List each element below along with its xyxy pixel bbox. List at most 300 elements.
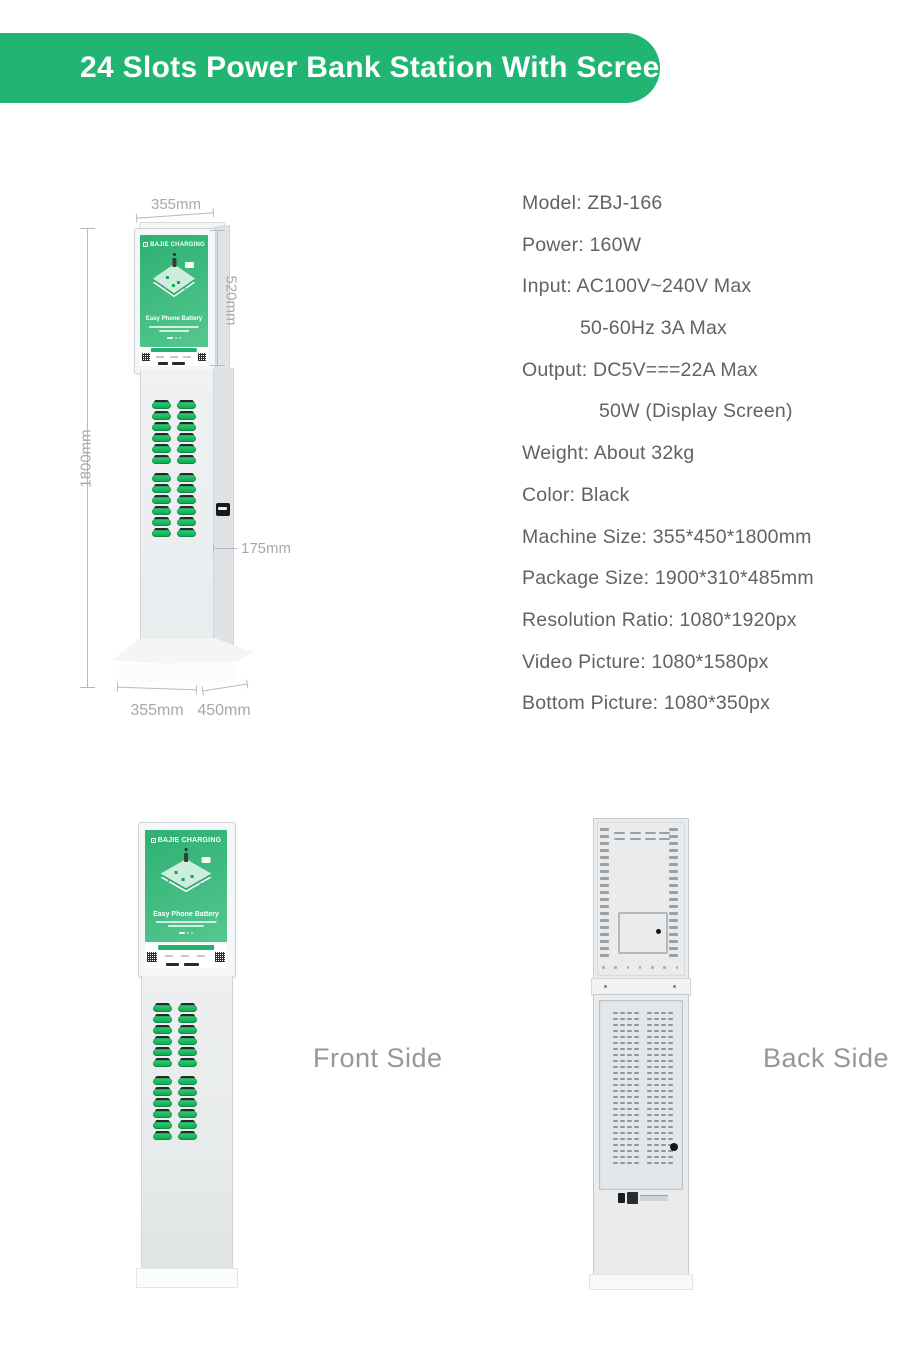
vent-slot	[627, 1018, 632, 1020]
vent-slot	[647, 1042, 652, 1044]
vent-slot	[654, 1024, 659, 1026]
vent-slot	[668, 1066, 673, 1068]
vent-slot	[654, 1060, 659, 1062]
vent-slot	[620, 1078, 625, 1080]
vent-slot	[661, 1024, 666, 1026]
vent-slot	[634, 1054, 639, 1056]
vent-slot	[620, 1144, 625, 1146]
spark-dot	[184, 287, 186, 289]
vent-slot	[627, 1060, 632, 1062]
spec-line: Input: AC100V~240V Max	[522, 275, 752, 298]
vent-slot	[661, 1144, 666, 1146]
vent-slot	[627, 1156, 632, 1158]
title-banner	[0, 33, 679, 103]
spark-dot	[189, 273, 191, 275]
vent-slot	[668, 1072, 673, 1074]
vent-slot	[600, 835, 609, 838]
vent-slot	[669, 940, 678, 943]
spark-dot	[164, 863, 166, 865]
vent-slot	[647, 1060, 652, 1062]
vent-slot	[654, 1114, 659, 1116]
power-bank-slot	[177, 517, 196, 526]
vent-slot	[600, 940, 609, 943]
vent-slot	[647, 1084, 652, 1086]
vent-slot	[620, 1012, 625, 1014]
vent-slot	[600, 849, 609, 852]
pagination-dots	[179, 932, 193, 934]
platform-layer	[153, 264, 195, 293]
power-bank-slot	[153, 1131, 172, 1140]
vent-slot	[661, 1096, 666, 1098]
power-bank-slot	[153, 1047, 172, 1056]
spec-list	[522, 192, 912, 734]
power-bank-slot	[177, 506, 196, 515]
vent-slot	[634, 1012, 639, 1014]
vent-slot	[647, 1072, 652, 1074]
vent-slot	[647, 1024, 652, 1026]
qr-code-left	[142, 353, 150, 361]
vent-slot	[634, 1156, 639, 1158]
screw	[651, 966, 654, 969]
power-bank-slot	[152, 495, 171, 504]
vent-slot	[620, 1120, 625, 1122]
power-bank-slot	[178, 1047, 197, 1056]
vent-slot	[654, 1102, 659, 1104]
vent-slot	[654, 1042, 659, 1044]
spec-line: Package Size: 1900*310*485mm	[522, 567, 814, 590]
power-bank-slot	[153, 1098, 172, 1107]
brand-row	[140, 242, 208, 248]
qr-caption-bar	[170, 356, 178, 358]
pagination-dots	[167, 337, 181, 339]
vent-slot	[613, 1102, 618, 1104]
vent-slot	[634, 1132, 639, 1134]
vent-column-left	[600, 828, 609, 957]
power-bank-slot	[153, 1014, 172, 1023]
screw	[639, 966, 642, 969]
vent-slot	[661, 1084, 666, 1086]
door-vent-column	[647, 1012, 652, 1164]
vent-slot	[661, 1162, 666, 1164]
vent-slot	[668, 1042, 673, 1044]
person-figure	[183, 848, 188, 862]
power-bank-slot	[153, 1058, 172, 1067]
vent-slot	[661, 1156, 666, 1158]
vent-slot	[647, 1018, 652, 1020]
power-bank-slot	[178, 1087, 197, 1096]
vent-slot	[600, 884, 609, 887]
isometric-illustration	[153, 264, 195, 293]
vent-slot	[613, 1144, 618, 1146]
vent-slot	[668, 1084, 673, 1086]
vent-slot	[647, 1066, 652, 1068]
vent-slot	[661, 1108, 666, 1110]
brand-logo-icon	[143, 242, 148, 247]
platform-layer	[161, 859, 212, 888]
vent-slot	[613, 1024, 618, 1026]
vent-slot	[600, 828, 609, 831]
slot-grid-front	[153, 1003, 197, 1140]
vent-slot	[654, 1012, 659, 1014]
qr-caption-bar	[165, 955, 173, 957]
brand-name: BAJIE CHARGING	[150, 241, 205, 248]
access-panel-screw	[656, 929, 661, 934]
vent-slot	[647, 1090, 652, 1092]
vent-slot	[620, 1108, 625, 1110]
vent-slot	[647, 1132, 652, 1134]
vent-slot	[647, 1030, 652, 1032]
vent-slot	[668, 1024, 673, 1026]
cube-icon	[166, 276, 169, 279]
spec-line: Weight: About 32kg	[522, 442, 695, 465]
vent-slot	[647, 1048, 652, 1050]
vent-slot	[661, 1132, 666, 1134]
qr-code-right	[215, 952, 225, 962]
dispense-slot	[172, 362, 185, 365]
vent-slot	[661, 1054, 666, 1056]
power-bank-slot	[178, 1120, 197, 1129]
screw	[676, 966, 679, 969]
cube-icon	[175, 871, 178, 874]
vent-slot	[669, 919, 678, 922]
qr-code-right	[198, 353, 206, 361]
vent-slot	[669, 877, 678, 880]
vent-slot	[668, 1060, 673, 1062]
power-bank-slot	[153, 1076, 172, 1085]
dispense-slot	[166, 963, 178, 966]
power-bank-slot	[152, 517, 171, 526]
qr-caption-bar	[181, 955, 189, 957]
vent-slot	[613, 1162, 618, 1164]
vent-slot	[654, 1078, 659, 1080]
spec-line: Video Picture: 1080*1580px	[522, 650, 769, 673]
cube-icon	[191, 875, 194, 878]
vent-slot	[634, 1096, 639, 1098]
vent-slot	[661, 1078, 666, 1080]
vent-slot	[647, 1036, 652, 1038]
vent-slot	[613, 1072, 618, 1074]
vent-slot	[668, 1048, 673, 1050]
vent-slot	[634, 1060, 639, 1062]
power-bank-slot	[153, 1003, 172, 1012]
spark-dot	[199, 883, 201, 885]
power-bank-slot	[152, 444, 171, 453]
back-base	[589, 1274, 693, 1290]
power-bank-slot	[178, 1058, 197, 1067]
power-bank-slot	[152, 484, 171, 493]
vent-slot	[620, 1084, 625, 1086]
vent-slot	[627, 1036, 632, 1038]
vent-slot	[620, 1150, 625, 1152]
vent-slot	[600, 926, 609, 929]
vent-slot	[634, 1090, 639, 1092]
vent-slot	[620, 1102, 625, 1104]
vent-slot	[654, 1162, 659, 1164]
power-bank-slot	[152, 400, 171, 409]
power-bank-slot	[178, 1025, 197, 1034]
vent-slot	[661, 1072, 666, 1074]
vent-slot	[613, 1030, 618, 1032]
power-switch	[618, 1193, 625, 1203]
scan-banner	[151, 348, 197, 352]
brand-logo-icon	[151, 838, 156, 843]
vent-slot	[600, 954, 609, 957]
vent-slot	[669, 947, 678, 950]
vent-slot	[613, 1114, 618, 1116]
door-lock	[670, 1143, 678, 1151]
vent-slot	[600, 863, 609, 866]
screw	[604, 985, 607, 988]
power-bank-slot	[152, 455, 171, 464]
power-bank-slot	[152, 506, 171, 515]
vent-slot	[613, 1012, 618, 1014]
vent-slot	[669, 842, 678, 845]
vent-slot	[669, 849, 678, 852]
vent-slot	[654, 1090, 659, 1092]
vent-slot	[634, 1018, 639, 1020]
vent-slot	[654, 1156, 659, 1158]
slot-group	[152, 400, 196, 464]
screw-row	[602, 966, 678, 969]
power-bank-slot	[177, 473, 196, 482]
back-view-label: Back Side	[763, 1043, 890, 1073]
vent-slot	[668, 1102, 673, 1104]
vent-slot	[654, 1126, 659, 1128]
vent-slot	[668, 1126, 673, 1128]
vent-slot	[661, 1138, 666, 1140]
vent-slot	[654, 1036, 659, 1038]
vent-slot	[668, 1114, 673, 1116]
screw	[627, 966, 630, 969]
power-bank-slot	[178, 1109, 197, 1118]
vent-slot	[627, 1054, 632, 1056]
vent-slot	[669, 891, 678, 894]
opening-slot-line	[218, 507, 227, 510]
front-base	[136, 1268, 238, 1288]
vent-slot	[627, 1162, 632, 1164]
dim-line-355-bottom	[117, 687, 197, 691]
dim-line-520	[217, 230, 218, 366]
scan-banner	[158, 945, 214, 950]
power-bank-slot	[152, 411, 171, 420]
vent-slot	[654, 1066, 659, 1068]
vent-slot	[647, 1156, 652, 1158]
vent-slot	[634, 1150, 639, 1152]
cube-icon	[171, 284, 174, 287]
vent-slot	[613, 1042, 618, 1044]
kiosk-base-front	[112, 661, 238, 682]
vent-slot	[669, 835, 678, 838]
vent-slot	[613, 1150, 618, 1152]
vent-slot	[668, 1138, 673, 1140]
spec-line: Resolution Ratio: 1080*1920px	[522, 608, 797, 631]
vent-slot	[613, 1132, 618, 1134]
vent-slot	[600, 898, 609, 901]
vent-slot	[668, 1108, 673, 1110]
door-vent-column	[661, 1012, 666, 1164]
spec-line: Output: DC5V===22A Max	[522, 358, 758, 381]
power-bank-slot	[153, 1025, 172, 1034]
power-bank-slot	[178, 1098, 197, 1107]
spec-line: 50W (Display Screen)	[599, 400, 793, 423]
vent-slot	[647, 1096, 652, 1098]
vent-slot	[627, 1102, 632, 1104]
vent-slot	[620, 1066, 625, 1068]
vent-slot	[627, 1024, 632, 1026]
spark-dot	[156, 267, 158, 269]
vent-slot	[620, 1036, 625, 1038]
dim-label-base-width: 355mm	[130, 702, 184, 719]
vent-slot	[600, 912, 609, 915]
advertising-screen	[140, 235, 208, 347]
vent-slot	[613, 1120, 618, 1122]
vent-slot	[600, 842, 609, 845]
vent-slot	[634, 1078, 639, 1080]
slot-group	[153, 1003, 197, 1067]
vent-slot	[613, 1018, 618, 1020]
qr-caption-bar	[183, 356, 191, 358]
isometric-illustration	[161, 859, 212, 888]
vent-slot	[627, 1108, 632, 1110]
vent-slot	[627, 1120, 632, 1122]
vent-slot	[668, 1030, 673, 1032]
vent-slot	[647, 1114, 652, 1116]
vent-slot	[661, 1126, 666, 1128]
vent-slot	[627, 1042, 632, 1044]
vent-slot	[654, 1048, 659, 1050]
qr-code-left	[147, 952, 157, 962]
card-icon	[201, 857, 210, 863]
vent-slot	[654, 1138, 659, 1140]
vent-slot	[654, 1120, 659, 1122]
cube-icon	[177, 281, 180, 284]
vent-slot	[654, 1018, 659, 1020]
dim-label-screen-height: 520mm	[222, 275, 240, 326]
vent-slot	[627, 1090, 632, 1092]
door-vent-column	[654, 1012, 659, 1164]
vent-slot	[634, 1162, 639, 1164]
door-vent-column	[620, 1012, 625, 1164]
vent-slot	[600, 891, 609, 894]
vent-slot	[627, 1066, 632, 1068]
power-bank-slot	[153, 1087, 172, 1096]
vent-slot	[661, 1150, 666, 1152]
door-vent-column	[668, 1012, 673, 1164]
power-bank-slot	[178, 1036, 197, 1045]
screw	[663, 966, 666, 969]
power-bank-slot	[177, 411, 196, 420]
vent-slot	[654, 1108, 659, 1110]
door-vent-column	[613, 1012, 618, 1164]
vent-slot	[668, 1078, 673, 1080]
vent-slot	[620, 1090, 625, 1092]
dim-label-machine-height: 1800mm	[77, 429, 95, 488]
vent-slot	[613, 1060, 618, 1062]
vent-slot	[647, 1108, 652, 1110]
vent-slot	[668, 1156, 673, 1158]
power-bank-slot	[178, 1014, 197, 1023]
vent-slot	[669, 954, 678, 957]
vent-slot	[620, 1138, 625, 1140]
vent-slot	[620, 1114, 625, 1116]
vent-slot	[627, 1048, 632, 1050]
vent-slot	[654, 1030, 659, 1032]
power-bank-slot	[178, 1131, 197, 1140]
vent-slot	[647, 1012, 652, 1014]
vent-slot	[634, 1102, 639, 1104]
vent-slot	[654, 1054, 659, 1056]
cube-icon	[182, 878, 185, 881]
screen-headline: Easy Phone Battery	[145, 315, 203, 322]
socket-plate	[640, 1195, 668, 1201]
vent-slot	[634, 1024, 639, 1026]
top-vent-cluster	[659, 832, 670, 840]
dim-line-175	[213, 548, 237, 549]
side-dispense-opening	[216, 503, 230, 516]
screen-subtext-bar	[156, 921, 217, 923]
vent-slot	[634, 1042, 639, 1044]
vent-slot	[661, 1114, 666, 1116]
vent-slot	[654, 1144, 659, 1146]
power-bank-slot	[177, 484, 196, 493]
vent-slot	[620, 1132, 625, 1134]
vent-slot	[661, 1030, 666, 1032]
power-socket	[627, 1192, 638, 1204]
vent-slot	[669, 828, 678, 831]
vent-slot	[627, 1126, 632, 1128]
vent-slot	[647, 1138, 652, 1140]
vent-slot	[634, 1030, 639, 1032]
vent-slot	[627, 1072, 632, 1074]
power-bank-slot	[153, 1120, 172, 1129]
power-bank-slot	[177, 455, 196, 464]
vent-slot	[620, 1126, 625, 1128]
vent-slot	[620, 1018, 625, 1020]
qr-caption-bar	[197, 955, 205, 957]
vent-slot	[620, 1162, 625, 1164]
dim-line-355-top	[136, 212, 214, 218]
vent-slot	[627, 1030, 632, 1032]
vent-slot	[627, 1012, 632, 1014]
vent-slot	[654, 1096, 659, 1098]
screw	[602, 966, 605, 969]
vent-slot	[620, 1048, 625, 1050]
vent-slot	[634, 1072, 639, 1074]
power-bank-slot	[177, 433, 196, 442]
vent-slot	[620, 1072, 625, 1074]
vent-slot	[600, 877, 609, 880]
vent-slot	[647, 1126, 652, 1128]
spark-dot	[205, 867, 207, 869]
vent-slot	[634, 1036, 639, 1038]
vent-slot	[669, 863, 678, 866]
vent-slot	[613, 1126, 618, 1128]
vent-slot	[627, 1144, 632, 1146]
brand-row	[145, 837, 227, 844]
front-view-label: Front Side	[313, 1043, 443, 1073]
vent-slot	[668, 1120, 673, 1122]
door-vent-column	[627, 1012, 632, 1164]
slot-grid-diagram	[152, 400, 196, 537]
vent-slot	[634, 1120, 639, 1122]
vent-slot	[661, 1060, 666, 1062]
vent-slot	[613, 1078, 618, 1080]
vent-slot	[647, 1150, 652, 1152]
screen-subtext-bar	[159, 330, 189, 332]
power-bank-slot	[152, 473, 171, 482]
qr-panel	[145, 944, 227, 968]
screen-subtext-bar	[149, 326, 199, 328]
